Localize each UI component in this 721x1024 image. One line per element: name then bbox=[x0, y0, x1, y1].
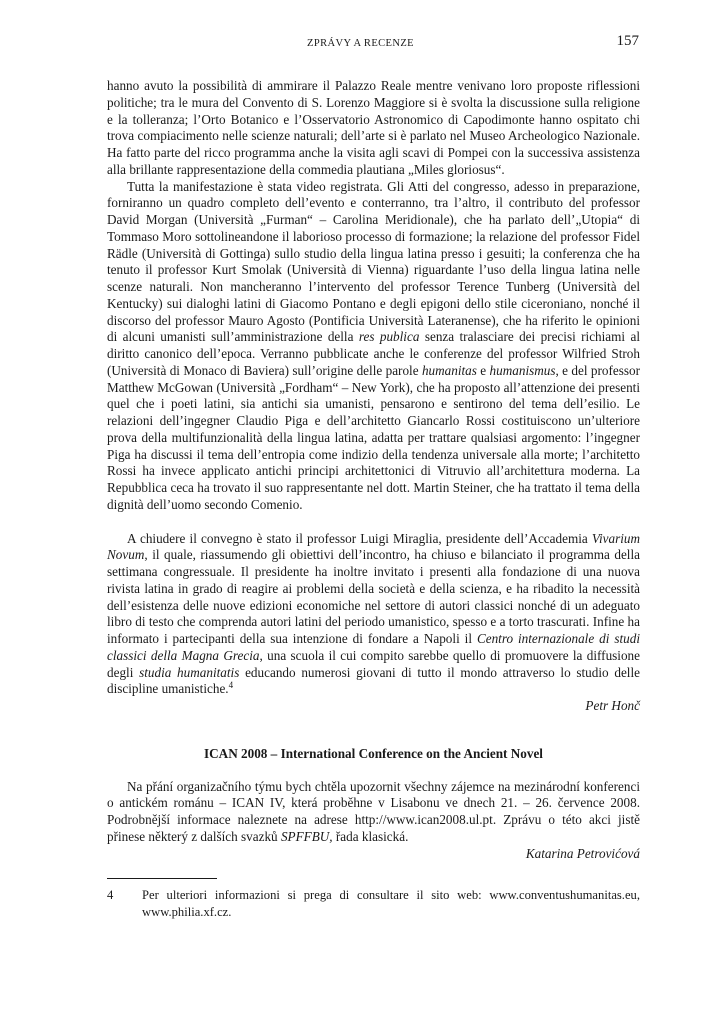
footnote bbox=[107, 887, 640, 921]
italic-term: humanitas bbox=[421, 362, 477, 378]
author-signature: Petr Honč bbox=[585, 698, 640, 713]
footnote-number: 4 bbox=[107, 888, 114, 902]
paragraph-4: Na přání organizačního týmu bych chtěla upozornit všechny zájemce na mezinárodní konferenci o antickém románu – ICAN IV, která proběhne v Lisabonu ve dnech 21. – 26. července 2008. Podrobnější informace naleznete na adrese http://www.ican2008.ul.pt. Zprávu o této akci jistě přinese některý z dalších svazků SPFFBU, řada klasická. bbox=[107, 778, 640, 844]
footnote-text: Per ulteriori informazioni si prega di consultare il sito web: www.conventushumanitas.eu, www.philia.xf.cz. bbox=[142, 888, 640, 919]
author-signature: Katarina Petrovićová bbox=[525, 845, 640, 861]
footnote-divider bbox=[107, 878, 217, 879]
paragraph-3: A chiudere il convegno è stato il professor Luigi Miraglia, presidente dell’Accademia Vivarium Novum, il quale, riassumendo gli obiettivi dell’incontro, ha chiuso e bilanciato il programma della settimana congressuale. Il presidente ha inoltre invitato i presenti alla fondazione di una nuova rivista latina in grado di reagire ai problemi della società e della scienza, e ha ribadito la necessità dell’esistenza delle nuove edizioni economiche nel settore di autori classici nonché di un adeguato libro di testo che comprenda autori latini del periodo umanistico, spesso e a torto trascurati. Infine ha informato i partecipanti della sua intenzione di fondare a Napoli il Centro internazionale di studi classici della Magna Grecia, una scuola il cui compito sarebbe quello di promuovere la diffusione degli studia humanitatis educando numerosi giovani di tutto il mondo attraverso lo studio delle discipline umanistiche.$^4$ bbox=[107, 530, 640, 697]
italic-term: studia humanitatis bbox=[139, 664, 240, 680]
italic-term: Centro internazionale di studi classici della Magna Grecia bbox=[107, 631, 640, 663]
paragraph-2: Tutta la manifestazione è stata video registrata. Gli Atti del congresso, adesso in preparazione, forniranno un quadro completo dell’evento e conterranno, tra l’altro, il contributo del professor David Morgan (Università „Furman“ – Carolina Meridionale), che ha parlato dell’„Utopia“ di Tommaso Moro sottolineandone il laborioso processo di formazione; la relazione del professor Fidel Rädle (Università di Gottinga) sullo studio della lingua latina presso i gesuiti; la conferenza che ha tenuto il professor Kurt Smolak (Università di Vienna) riguardante l’uso della lingua latina nelle scenze naturali. Non mancheranno l’intervento del professor Terence Tunberg (Università del Kentucky) sui dialoghi latini di Giacomo Pontano e degli epigoni dello stile ciceroniano, nonché il discorso del professor Mauro Agosto (Pontificia Università Lateranense), che ha riferito le opinioni di alcuni umanisti sull’amministrazione della res publica senza tralasciare dei precisi richiami al diritto canonico dell’epoca. Verranno pubblicate anche le conferenze del professor Wilfried Stroh (Università di Monaco di Baviera) sull’origine delle parole humanitas e humanismus, e del professor Matthew McGowan (Università „Fordham“ – New York), che ha proposto all’attenzione dei presenti quel che i poeti latini, sia antichi sia umanisti, pensarono e sentirono del tema dell’esilio. Le relazioni dell’ingegner Claudio Piga e dell’architetto Giancarlo Rossi costituiscono un’ulteriore prova della multifunzionalità della lingua latina, adatta per trattare qualsiasi argomento: l’ingegner Piga ha discussi il tema dell’entropia come indizio della tendenza universale alla morte; l’architetto Rossi ha invece applicato antichi principi architettonici di Vitruvio all’architettura moderna. La Repubblica ceca ha trovato il suo rappresentante nel dott. Martin Steiner, che ha trattato il tema della dignità dell’uomo secondo Comenio. bbox=[107, 178, 641, 512]
running-title: ZPRÁVY A RECENZE bbox=[307, 38, 414, 49]
body-text bbox=[107, 78, 640, 862]
paragraph-1: hanno avuto la possibilità di ammirare il Palazzo Reale mentre venivano loro proposte riflessioni politiche; tra le mura del Convento di S. Lorenzo Maggiore si è svolta la discussione sulla religione e la tolleranza; l’Orto Botanico e l’Osservatorio Astronomico di Capodimonte hanno ospitato chi trova compiacimento nelle scienze naturali; dell’arte si è parlato nel Museo Archeologico Nazionale. Ha fatto parte del ricco programma anche la visita agli scavi di Pompei con la successiva assistenza alla brillante rappresentazione della commedia plautiana „Miles gloriosus“. bbox=[107, 78, 640, 177]
italic-term: res publica bbox=[358, 329, 420, 345]
italic-term: Vivarium Novum bbox=[107, 530, 640, 563]
section-heading: ICAN 2008 – International Conference on the Ancient Novel bbox=[204, 745, 543, 761]
page-number: 157 bbox=[616, 33, 639, 49]
italic-term: humanismus bbox=[489, 362, 556, 378]
italic-term: SPFFBU, bbox=[280, 828, 333, 844]
footnote-reference: 4 bbox=[228, 680, 234, 691]
